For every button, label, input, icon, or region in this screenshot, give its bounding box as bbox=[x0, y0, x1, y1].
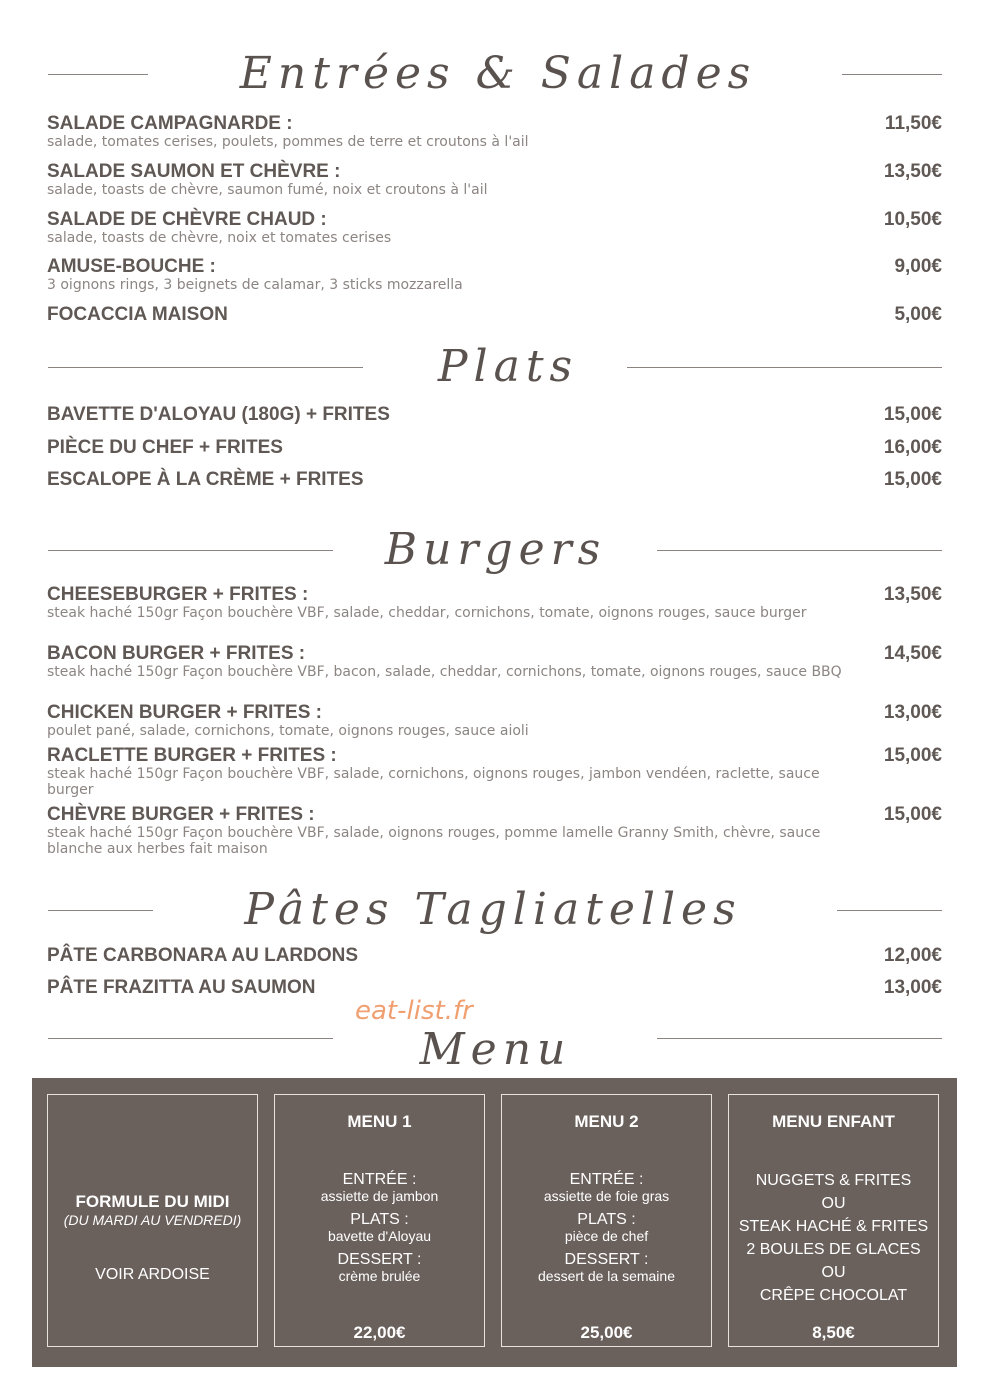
item-description: steak haché 150gr Façon bouchère VBF, salade, cornichons, oignons rouges, jambon vendéen, raclette, sauce burger bbox=[47, 766, 820, 798]
menu-2-courses bbox=[502, 1171, 711, 1291]
item-price: 15,00€ bbox=[883, 804, 942, 825]
menu-1-courses bbox=[275, 1171, 484, 1291]
item-price: 13,00€ bbox=[883, 977, 942, 998]
item-price: 9,00€ bbox=[894, 256, 942, 277]
menu-item bbox=[47, 438, 942, 458]
menu-1-price: 22,00€ bbox=[353, 1323, 406, 1342]
item-price: 14,50€ bbox=[883, 643, 942, 664]
divider-right bbox=[837, 910, 942, 911]
option-separator: OU bbox=[821, 1264, 846, 1281]
menu-item bbox=[47, 470, 942, 490]
course-label: DESSERT : bbox=[564, 1251, 649, 1268]
item-description: salade, toasts de chèvre, saumon fumé, noix et croutons à l'ail bbox=[47, 182, 488, 198]
section-title-plats: Plats bbox=[437, 341, 579, 392]
menu-item bbox=[47, 703, 942, 739]
item-name: PIÈCE DU CHEF + FRITES bbox=[47, 437, 283, 458]
menu-1-box bbox=[274, 1094, 485, 1347]
item-name: BACON BURGER + FRITES : bbox=[47, 643, 306, 664]
item-description: steak haché 150gr Façon bouchère VBF, bacon, salade, cheddar, cornichons, tomate, oignons rouges, sauce BBQ bbox=[47, 664, 842, 680]
item-name: AMUSE-BOUCHE : bbox=[47, 256, 216, 277]
item-name: FOCACCIA MAISON bbox=[47, 304, 228, 325]
item-description: poulet pané, salade, cornichons, tomate, oignons rouges, sauce aioli bbox=[47, 723, 529, 739]
course-label: PLATS : bbox=[577, 1211, 636, 1228]
item-price: 16,00€ bbox=[883, 437, 942, 458]
item-name: SALADE SAUMON ET CHÈVRE : bbox=[47, 161, 341, 182]
option-line: NUGGETS & FRITES bbox=[755, 1172, 912, 1189]
item-price: 13,50€ bbox=[883, 161, 942, 182]
item-price: 12,00€ bbox=[883, 945, 942, 966]
item-description: steak haché 150gr Façon bouchère VBF, salade, oignons rouges, pomme lamelle Granny Smith, chèvre, sauce blanche aux herbes fait maison bbox=[47, 825, 821, 857]
menu-2-title: MENU 2 bbox=[574, 1112, 639, 1131]
item-name: CHÈVRE BURGER + FRITES : bbox=[47, 804, 315, 825]
section-heading-pates bbox=[48, 880, 942, 940]
menu-1-title: MENU 1 bbox=[347, 1112, 412, 1131]
formule-title: FORMULE DU MIDI bbox=[75, 1192, 230, 1211]
section-title-burgers: Burgers bbox=[384, 524, 607, 575]
item-price: 15,00€ bbox=[883, 745, 942, 766]
menu-2-price: 25,00€ bbox=[580, 1323, 633, 1342]
item-name: SALADE DE CHÈVRE CHAUD : bbox=[47, 209, 327, 230]
divider-right bbox=[627, 367, 942, 368]
item-price: 10,50€ bbox=[883, 209, 942, 230]
section-heading-burgers bbox=[48, 520, 942, 580]
item-name: ESCALOPE À LA CRÈME + FRITES bbox=[47, 469, 364, 490]
course-value: bavette d'Aloyau bbox=[327, 1228, 432, 1244]
formule-midi-box bbox=[47, 1094, 258, 1347]
menu-item bbox=[47, 978, 942, 998]
item-name: PÂTE FRAZITTA AU SAUMON bbox=[47, 977, 316, 998]
menu-enfant-price: 8,50€ bbox=[812, 1323, 855, 1342]
item-name: CHICKEN BURGER + FRITES : bbox=[47, 702, 322, 723]
course-value: assiette de foie gras bbox=[543, 1188, 670, 1204]
item-price: 13,50€ bbox=[883, 584, 942, 605]
menu-item bbox=[47, 210, 942, 246]
section-title-menu: Menu bbox=[419, 1024, 572, 1075]
menu-item bbox=[47, 805, 942, 857]
option-separator: OU bbox=[821, 1195, 846, 1212]
section-heading-menu bbox=[48, 1008, 942, 1075]
item-name: PÂTE CARBONARA AU LARDONS bbox=[47, 945, 359, 966]
divider-left bbox=[48, 910, 153, 911]
course-value: assiette de jambon bbox=[320, 1188, 439, 1204]
menu-2-box bbox=[501, 1094, 712, 1347]
divider-right bbox=[657, 1038, 942, 1039]
course-label: DESSERT : bbox=[337, 1251, 422, 1268]
watermark: eat-list.fr bbox=[355, 996, 473, 1026]
course-value: crème brulée bbox=[338, 1268, 421, 1284]
divider-left bbox=[48, 1038, 333, 1039]
menus-panel bbox=[32, 1078, 957, 1367]
menu-item bbox=[47, 162, 942, 198]
item-price: 11,50€ bbox=[884, 113, 942, 134]
menu-item bbox=[47, 585, 942, 621]
item-name: SALADE CAMPAGNARDE : bbox=[47, 113, 293, 134]
menu-item bbox=[47, 946, 942, 966]
option-line: STEAK HACHÉ & FRITES bbox=[738, 1218, 929, 1235]
item-price: 15,00€ bbox=[883, 404, 942, 425]
item-name: RACLETTE BURGER + FRITES : bbox=[47, 745, 337, 766]
item-price: 13,00€ bbox=[883, 702, 942, 723]
formule-note: VOIR ARDOISE bbox=[95, 1266, 210, 1283]
formule-subtitle: (DU MARDI AU VENDREDI) bbox=[63, 1212, 242, 1228]
menu-item bbox=[47, 257, 942, 293]
item-description: 3 oignons rings, 3 beignets de calamar, 3 sticks mozzarella bbox=[47, 277, 463, 293]
menu-item bbox=[47, 305, 942, 325]
item-price: 15,00€ bbox=[883, 469, 942, 490]
item-name: CHEESEBURGER + FRITES : bbox=[47, 584, 309, 605]
section-heading-plats bbox=[48, 337, 942, 397]
item-name: BAVETTE D'ALOYAU (180G) + FRITES bbox=[47, 404, 390, 425]
menu-item bbox=[47, 746, 942, 798]
divider-left bbox=[48, 367, 363, 368]
section-title-entrees: Entrées & Salades bbox=[239, 48, 757, 99]
course-label: ENTRÉE : bbox=[569, 1171, 644, 1188]
menu-item bbox=[47, 644, 942, 680]
menu-enfant-options bbox=[729, 1169, 938, 1307]
section-title-pates: Pâtes Tagliatelles bbox=[244, 884, 742, 935]
course-value: dessert de la semaine bbox=[538, 1268, 675, 1284]
item-price: 5,00€ bbox=[894, 304, 942, 325]
course-label: PLATS : bbox=[350, 1211, 409, 1228]
course-value: pièce de chef bbox=[564, 1228, 649, 1244]
option-line: 2 BOULES DE GLACES bbox=[746, 1241, 921, 1258]
divider-left bbox=[48, 550, 333, 551]
divider-left bbox=[48, 74, 148, 75]
menu-item bbox=[47, 405, 942, 425]
menu-enfant-title: MENU ENFANT bbox=[772, 1112, 895, 1131]
section-heading-entrees bbox=[48, 44, 942, 104]
menu-enfant-box bbox=[728, 1094, 939, 1347]
divider-right bbox=[657, 550, 942, 551]
item-description: salade, tomates cerises, poulets, pommes de terre et croutons à l'ail bbox=[47, 134, 529, 150]
item-description: salade, toasts de chèvre, noix et tomates cerises bbox=[47, 230, 392, 246]
divider-right bbox=[842, 74, 942, 75]
course-label: ENTRÉE : bbox=[342, 1171, 417, 1188]
item-description: steak haché 150gr Façon bouchère VBF, salade, cheddar, cornichons, tomate, oignons rouges, sauce burger bbox=[47, 605, 807, 621]
menu-item bbox=[47, 114, 942, 150]
option-line: CRÊPE CHOCOLAT bbox=[759, 1287, 908, 1304]
